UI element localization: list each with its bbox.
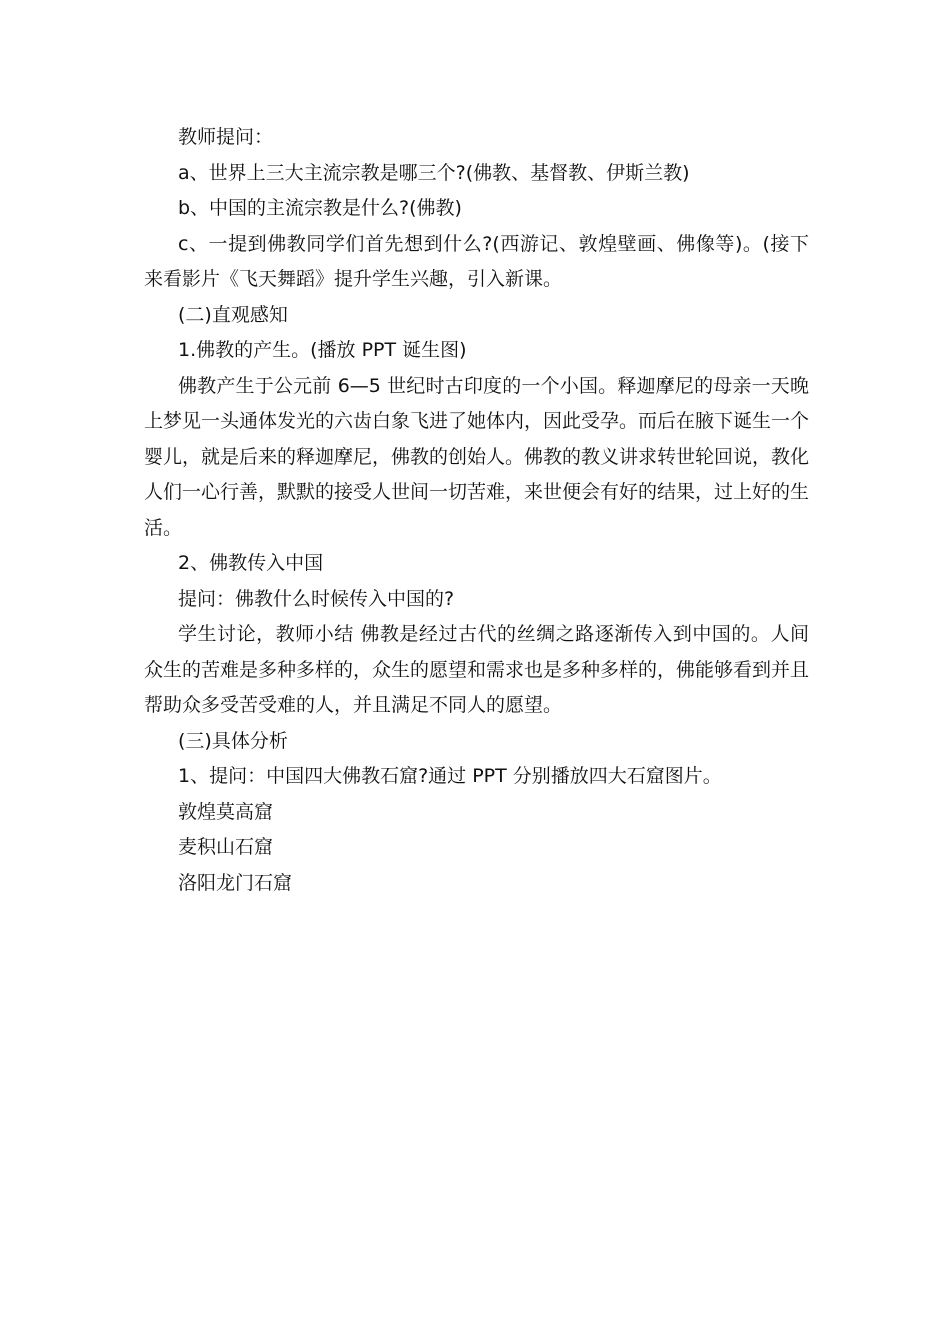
paragraph-discussion-summary: 学生讨论，教师小结 佛教是经过古代的丝绸之路逐渐传入到中国的。人间众生的苦难是多种多样的，众生的愿望和需求也是多种多样的，佛能够看到并且帮助众多受苦受难的人，并且满足不同人的愿望。 bbox=[144, 623, 810, 716]
paragraph-teacher-question: 教师提问： bbox=[178, 126, 274, 148]
subheading-buddhism-into-china: 2、佛教传入中国 bbox=[178, 552, 324, 574]
list-item-grotto: 敦煌莫高窟 bbox=[178, 800, 274, 823]
paragraph-question-b: b、中国的主流宗教是什么?(佛教) bbox=[178, 197, 462, 219]
paragraph-question-a: a、世界上三大主流宗教是哪三个?(佛教、基督教、伊斯兰教) bbox=[178, 161, 690, 184]
subheading-origin-of-buddhism: 1.佛教的产生。(播放 PPT 诞生图) bbox=[178, 339, 467, 361]
list-item-grotto: 洛阳龙门石窟 bbox=[178, 871, 293, 894]
paragraph-origin-text: 佛教产生于公元前 6—5 世纪时古印度的一个小国。释迦摩尼的母亲一天晚上梦见一头通体发光的六齿白象飞进了她体内，因此受孕。而后在腋下诞生一个婴儿，就是后来的释迦摩尼，佛教的创始人。佛教的教义讲求转世轮回说，教化人们一心行善，默默的接受人世间一切苦难，来世便会有好的结果，过上好的生活。 bbox=[144, 374, 810, 539]
paragraph-question-when: 提问：佛教什么时候传入中国的? bbox=[178, 587, 455, 610]
section-heading-perception: (二)直观感知 bbox=[178, 303, 288, 326]
document-body bbox=[144, 120, 809, 901]
section-heading-analysis: (三)具体分析 bbox=[178, 729, 288, 752]
list-item-grotto: 麦积山石窟 bbox=[178, 836, 274, 858]
paragraph-question-c: c、一提到佛教同学们首先想到什么?(西游记、敦煌壁画、佛像等)。(接下来看影片《飞天舞蹈》提升学生兴趣，引入新课。 bbox=[144, 232, 809, 290]
paragraph-four-grottoes-question: 1、提问：中国四大佛教石窟?通过 PPT 分别播放四大石窟图片。 bbox=[178, 765, 722, 787]
